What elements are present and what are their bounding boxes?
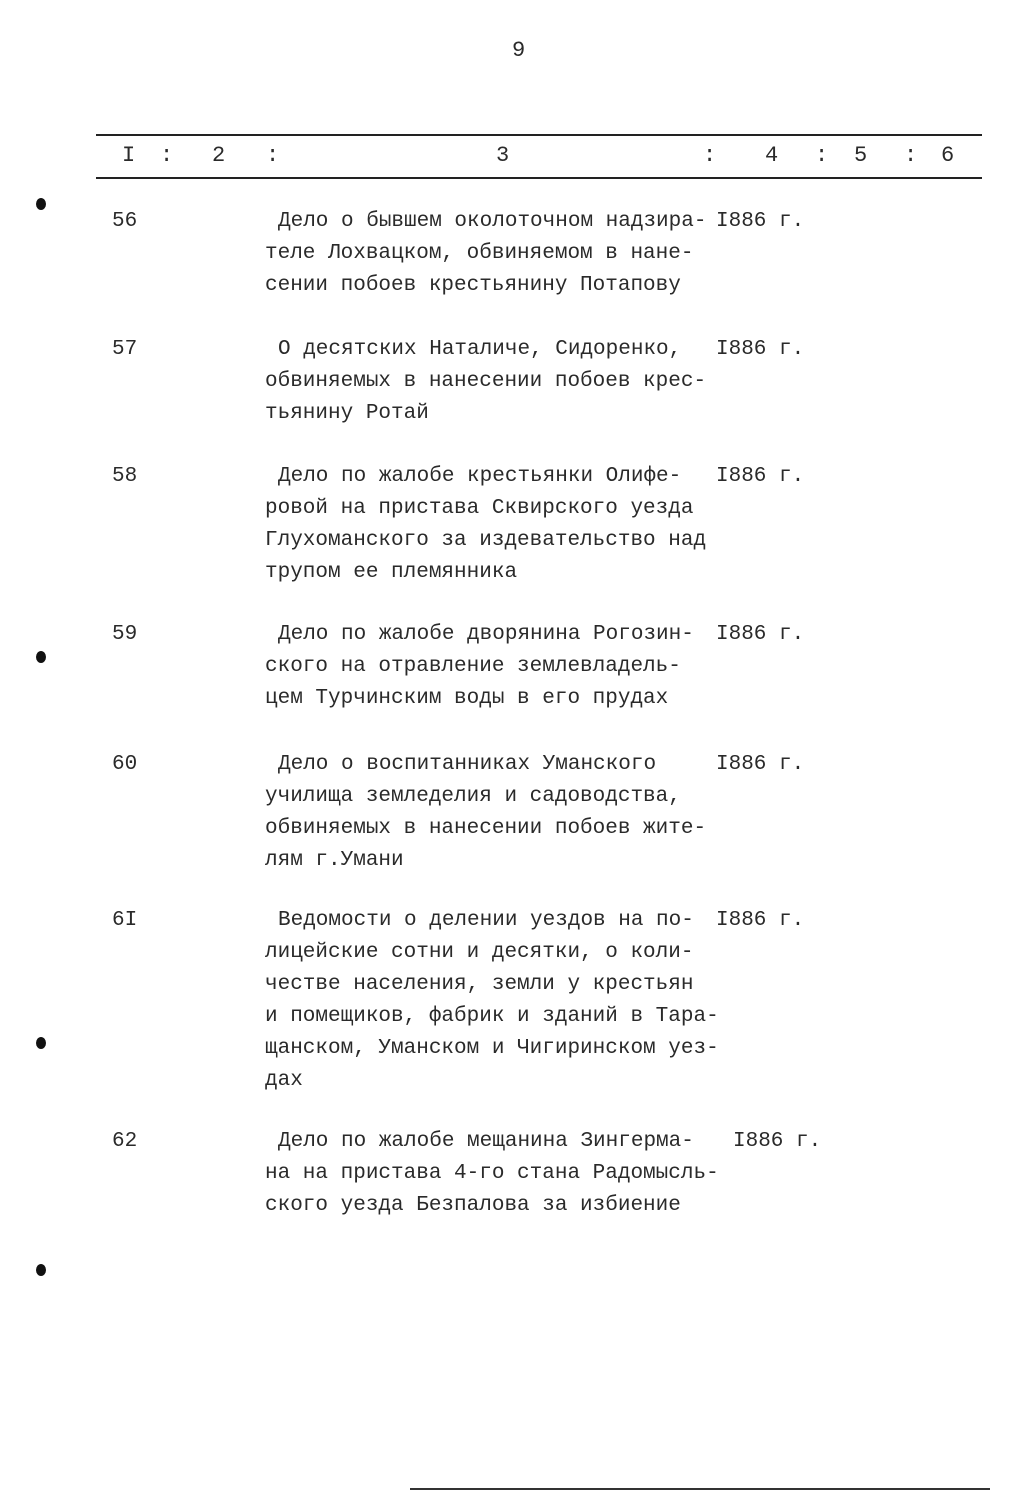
entry-description <box>265 749 725 877</box>
entry-number: 62 <box>112 1130 138 1153</box>
entry-number: 56 <box>112 210 138 233</box>
header-col-5: 5 <box>854 143 868 168</box>
entry-year: I886 г. <box>733 1130 822 1153</box>
entry-number: 59 <box>112 623 138 646</box>
header-sep: : <box>815 143 829 168</box>
description-line: теле Лохвацком, обвиняемом в нане- <box>265 242 694 265</box>
header-col-2: 2 <box>212 143 226 168</box>
description-line: на на пристава 4-го стана Радомысль- <box>265 1162 719 1185</box>
description-line: Дело о воспитанниках Уманского <box>278 753 657 776</box>
header-sep: : <box>266 143 280 168</box>
entry-year: I886 г. <box>716 338 805 361</box>
header-col-1: I <box>122 143 136 168</box>
entry-description <box>265 905 725 1097</box>
entry-year: I886 г. <box>716 210 805 233</box>
description-line: Дело по жалобе дворянина Рогозин- <box>278 623 694 646</box>
description-line: честве населения, земли у крестьян <box>265 973 694 996</box>
description-line: лицейские сотни и десятки, о коли- <box>265 941 694 964</box>
entry-number: 57 <box>112 338 138 361</box>
entry-description <box>265 206 725 302</box>
description-line: О десятских Наталиче, Сидоренко, <box>278 338 682 361</box>
punch-hole <box>36 651 46 663</box>
description-line: щанском, Уманском и Чигиринском уез- <box>265 1037 719 1060</box>
header-top-rule <box>96 134 982 136</box>
entry-number: 58 <box>112 465 138 488</box>
bottom-rule <box>410 1488 990 1490</box>
punch-hole <box>36 198 46 210</box>
description-line: обвиняемых в нанесении побоев крес- <box>265 370 707 393</box>
description-line: Дело по жалобе мещанина Зингерма- <box>278 1130 694 1153</box>
description-line: училища земледелия и садоводства, <box>265 785 681 808</box>
entry-year: I886 г. <box>716 465 805 488</box>
entry-number: 6I <box>112 909 138 932</box>
header-col-4: 4 <box>765 143 779 168</box>
header-sep: : <box>160 143 174 168</box>
description-line: Глухоманского за издевательство над <box>265 529 707 552</box>
description-line: цем Турчинским воды в его прудах <box>265 687 669 710</box>
entry-description <box>265 1126 725 1222</box>
header-col-6: 6 <box>941 143 955 168</box>
description-line: ского уезда Безпалова за избиение <box>265 1194 681 1217</box>
description-line: лям г.Умани <box>265 849 404 872</box>
punch-hole <box>36 1037 46 1049</box>
entry-description <box>265 461 725 589</box>
description-line: тьянину Ротай <box>265 402 429 425</box>
header-sep: : <box>703 143 717 168</box>
entry-year: I886 г. <box>716 909 805 932</box>
description-line: ского на отравление землевладель- <box>265 655 681 678</box>
page-number: 9 <box>512 38 526 63</box>
description-line: сении побоев крестьянину Потапову <box>265 274 681 297</box>
header-sep: : <box>904 143 918 168</box>
description-line: трупом ее племянника <box>265 561 518 584</box>
description-line: Ведомости о делении уездов на по- <box>278 909 694 932</box>
description-line: обвиняемых в нанесении побоев жите- <box>265 817 707 840</box>
description-line: ровой на пристава Сквирского уезда <box>265 497 694 520</box>
entry-description <box>265 619 725 715</box>
entry-number: 60 <box>112 753 138 776</box>
description-line: и помещиков, фабрик и зданий в Тара- <box>265 1005 719 1028</box>
description-line: Дело о бывшем околоточном надзира- <box>278 210 707 233</box>
entry-description <box>265 334 725 430</box>
entry-year: I886 г. <box>716 753 805 776</box>
description-line: Дело по жалобе крестьянки Олифе- <box>278 465 682 488</box>
header-col-3: 3 <box>496 143 510 168</box>
header-bottom-rule <box>96 177 982 179</box>
punch-hole <box>36 1264 46 1276</box>
entry-year: I886 г. <box>716 623 805 646</box>
description-line: дах <box>265 1069 303 1092</box>
